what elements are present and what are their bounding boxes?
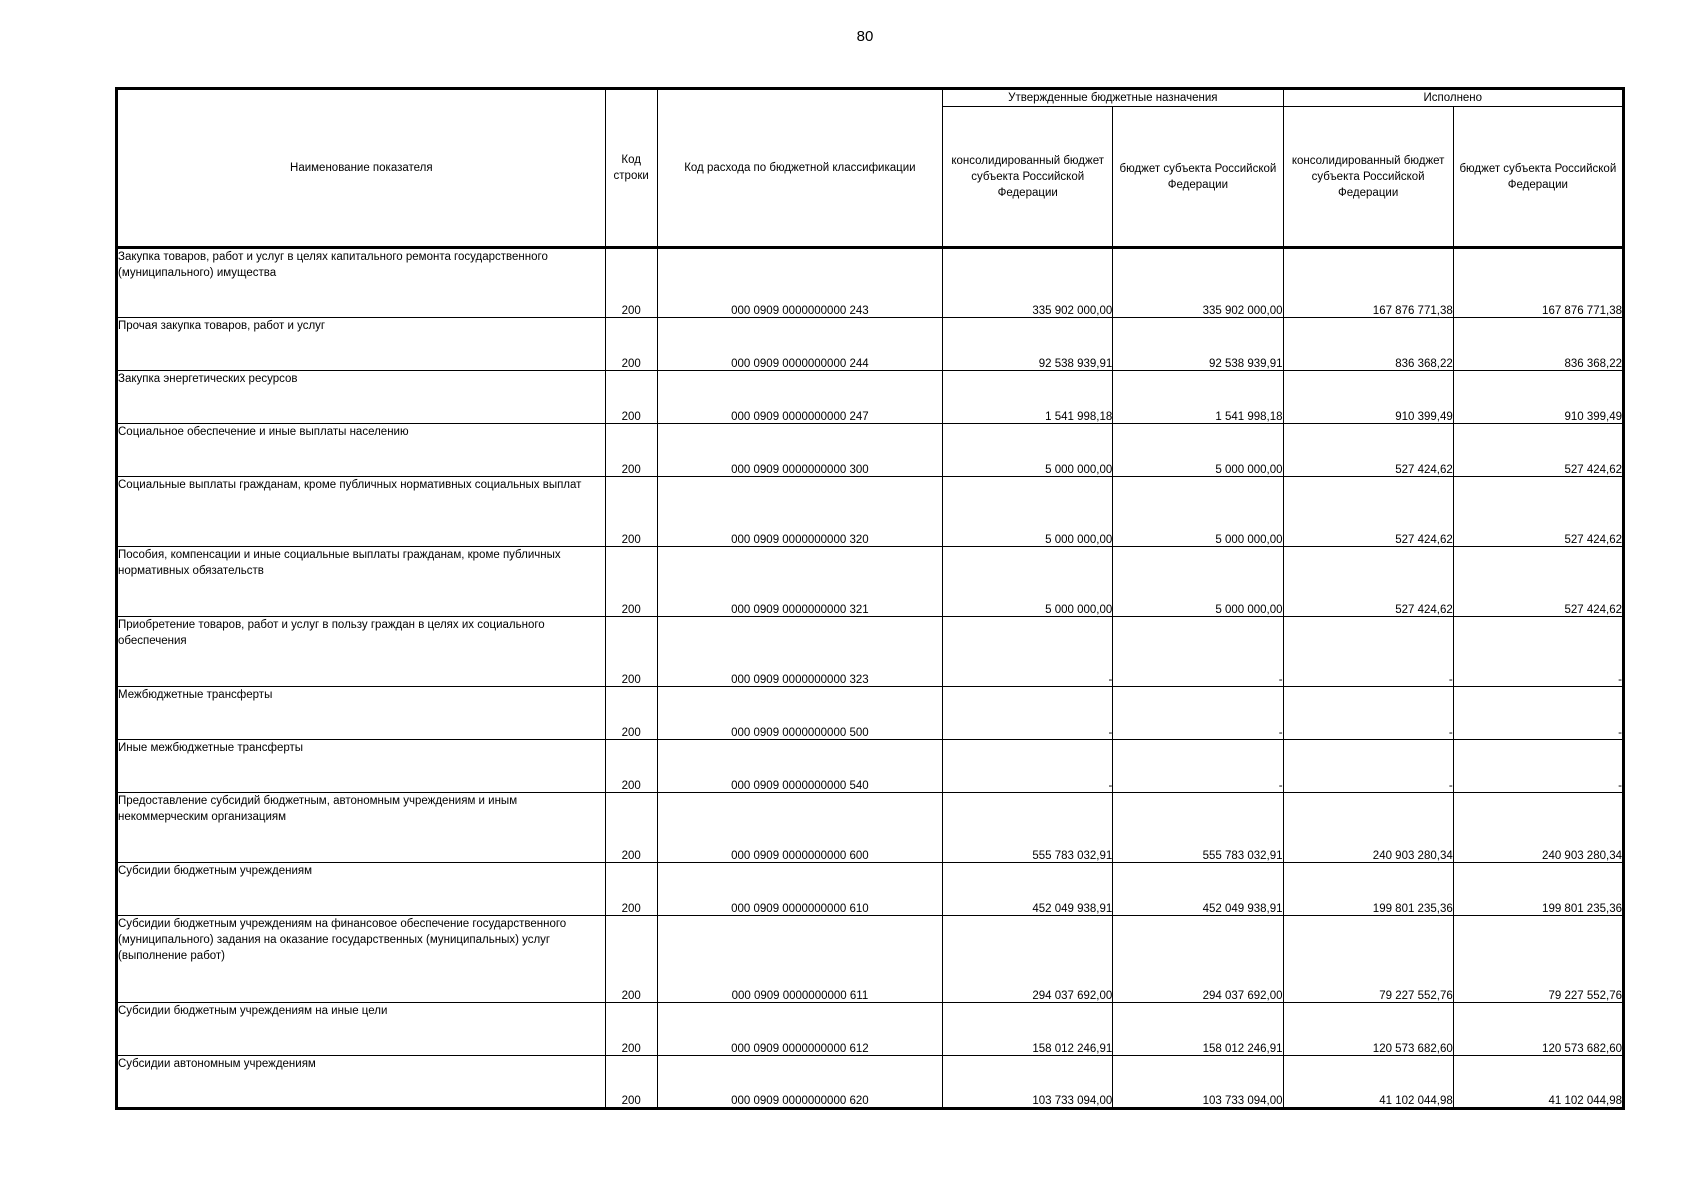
row-name: Закупка товаров, работ и услуг в целях капитального ремонта государственного (муниципального) имущества — [117, 248, 606, 318]
row-name: Пособия, компенсации и иные социальные выплаты гражданам, кроме публичных нормативных обязательств — [117, 547, 606, 617]
row-name: Субсидии бюджетным учреждениям — [117, 863, 606, 916]
row-executed-consolidated: 527 424,62 — [1283, 477, 1453, 547]
row-approved-consolidated: 103 733 094,00 — [943, 1056, 1113, 1109]
header-line-code: Код строки — [605, 89, 657, 248]
row-approved-subject: - — [1113, 740, 1283, 793]
row-class-code: 000 0909 0000000000 323 — [657, 617, 942, 687]
table-row — [117, 617, 1624, 687]
table-row — [117, 248, 1624, 318]
row-class-code: 000 0909 0000000000 243 — [657, 248, 942, 318]
row-name: Иные межбюджетные трансферты — [117, 740, 606, 793]
row-name: Социальные выплаты гражданам, кроме публичных нормативных социальных выплат — [117, 477, 606, 547]
header-name: Наименование показателя — [117, 89, 606, 248]
row-executed-consolidated: 199 801 235,36 — [1283, 863, 1453, 916]
row-approved-subject: 555 783 032,91 — [1113, 793, 1283, 863]
page-number: 80 — [856, 28, 874, 45]
row-approved-subject: 1 541 998,18 — [1113, 371, 1283, 424]
row-approved-consolidated: 5 000 000,00 — [943, 424, 1113, 477]
row-executed-subject: 836 368,22 — [1453, 318, 1623, 371]
header-executed-consolidated: консолидированный бюджет субъекта Российской Федерации — [1283, 107, 1453, 248]
row-executed-subject: 527 424,62 — [1453, 424, 1623, 477]
row-line-code: 200 — [605, 863, 657, 916]
header-approved-subject: бюджет субъекта Российской Федерации — [1113, 107, 1283, 248]
row-approved-subject: 452 049 938,91 — [1113, 863, 1283, 916]
table-row — [117, 916, 1624, 1003]
row-executed-subject: 527 424,62 — [1453, 547, 1623, 617]
row-executed-consolidated: 167 876 771,38 — [1283, 248, 1453, 318]
row-line-code: 200 — [605, 617, 657, 687]
row-executed-consolidated: - — [1283, 687, 1453, 740]
row-executed-subject: 910 399,49 — [1453, 371, 1623, 424]
row-approved-subject: 5 000 000,00 — [1113, 547, 1283, 617]
row-class-code: 000 0909 0000000000 611 — [657, 916, 942, 1003]
header-approved-consolidated: консолидированный бюджет субъекта Российской Федерации — [943, 107, 1113, 248]
row-executed-consolidated: 527 424,62 — [1283, 424, 1453, 477]
row-class-code: 000 0909 0000000000 600 — [657, 793, 942, 863]
row-executed-consolidated: 120 573 682,60 — [1283, 1003, 1453, 1056]
row-executed-consolidated: 240 903 280,34 — [1283, 793, 1453, 863]
row-approved-consolidated: 452 049 938,91 — [943, 863, 1113, 916]
row-class-code: 000 0909 0000000000 321 — [657, 547, 942, 617]
row-approved-subject: - — [1113, 687, 1283, 740]
row-line-code: 200 — [605, 318, 657, 371]
budget-execution-table — [115, 87, 1625, 1110]
row-approved-consolidated: 555 783 032,91 — [943, 793, 1113, 863]
row-name: Закупка энергетических ресурсов — [117, 371, 606, 424]
row-approved-consolidated: - — [943, 687, 1113, 740]
row-executed-consolidated: 527 424,62 — [1283, 547, 1453, 617]
row-class-code: 000 0909 0000000000 244 — [657, 318, 942, 371]
row-line-code: 200 — [605, 740, 657, 793]
row-class-code: 000 0909 0000000000 620 — [657, 1056, 942, 1109]
row-name: Прочая закупка товаров, работ и услуг — [117, 318, 606, 371]
table-row — [117, 424, 1624, 477]
row-approved-subject: 294 037 692,00 — [1113, 916, 1283, 1003]
row-approved-subject: 92 538 939,91 — [1113, 318, 1283, 371]
row-name: Субсидии бюджетным учреждениям на финансовое обеспечение государственного (муниципального) задания на оказание государственных (муниципальных) услуг (выполнение работ) — [117, 916, 606, 1003]
row-executed-subject: 240 903 280,34 — [1453, 793, 1623, 863]
row-approved-consolidated: 1 541 998,18 — [943, 371, 1113, 424]
row-executed-subject: 79 227 552,76 — [1453, 916, 1623, 1003]
row-approved-subject: - — [1113, 617, 1283, 687]
row-class-code: 000 0909 0000000000 540 — [657, 740, 942, 793]
row-executed-consolidated: - — [1283, 740, 1453, 793]
row-class-code: 000 0909 0000000000 247 — [657, 371, 942, 424]
header-approved-group: Утвержденные бюджетные назначения — [943, 89, 1283, 107]
row-executed-subject: 527 424,62 — [1453, 477, 1623, 547]
row-approved-subject: 103 733 094,00 — [1113, 1056, 1283, 1109]
row-executed-subject: - — [1453, 687, 1623, 740]
row-line-code: 200 — [605, 371, 657, 424]
table-row — [117, 477, 1624, 547]
table-row — [117, 863, 1624, 916]
row-approved-consolidated: - — [943, 740, 1113, 793]
row-class-code: 000 0909 0000000000 610 — [657, 863, 942, 916]
row-approved-consolidated: 335 902 000,00 — [943, 248, 1113, 318]
row-approved-subject: 5 000 000,00 — [1113, 424, 1283, 477]
table-row — [117, 318, 1624, 371]
row-class-code: 000 0909 0000000000 300 — [657, 424, 942, 477]
row-approved-subject: 5 000 000,00 — [1113, 477, 1283, 547]
table-body — [117, 248, 1624, 1109]
row-name: Предоставление субсидий бюджетным, автономным учреждениям и иным некоммерческим организациям — [117, 793, 606, 863]
header-executed-group: Исполнено — [1283, 89, 1623, 107]
row-class-code: 000 0909 0000000000 500 — [657, 687, 942, 740]
row-executed-subject: 199 801 235,36 — [1453, 863, 1623, 916]
row-approved-consolidated: 294 037 692,00 — [943, 916, 1113, 1003]
row-executed-consolidated: 41 102 044,98 — [1283, 1056, 1453, 1109]
row-name: Социальное обеспечение и иные выплаты населению — [117, 424, 606, 477]
row-line-code: 200 — [605, 424, 657, 477]
row-executed-consolidated: 79 227 552,76 — [1283, 916, 1453, 1003]
row-executed-subject: 120 573 682,60 — [1453, 1003, 1623, 1056]
row-line-code: 200 — [605, 1056, 657, 1109]
row-executed-consolidated: - — [1283, 617, 1453, 687]
row-approved-subject: 335 902 000,00 — [1113, 248, 1283, 318]
header-executed-subject: бюджет субъекта Российской Федерации — [1453, 107, 1623, 248]
table-row — [117, 1003, 1624, 1056]
row-line-code: 200 — [605, 547, 657, 617]
row-executed-subject: 41 102 044,98 — [1453, 1056, 1623, 1109]
row-executed-subject: 167 876 771,38 — [1453, 248, 1623, 318]
table-row — [117, 1056, 1624, 1109]
table-row — [117, 547, 1624, 617]
row-approved-consolidated: - — [943, 617, 1113, 687]
table-header — [117, 89, 1624, 248]
table-row — [117, 740, 1624, 793]
row-approved-consolidated: 158 012 246,91 — [943, 1003, 1113, 1056]
header-class-code: Код расхода по бюджетной классификации — [657, 89, 942, 248]
row-executed-subject: - — [1453, 617, 1623, 687]
row-line-code: 200 — [605, 1003, 657, 1056]
row-name: Субсидии бюджетным учреждениям на иные цели — [117, 1003, 606, 1056]
row-class-code: 000 0909 0000000000 320 — [657, 477, 942, 547]
table-row — [117, 687, 1624, 740]
row-approved-consolidated: 5 000 000,00 — [943, 547, 1113, 617]
row-name: Субсидии автономным учреждениям — [117, 1056, 606, 1109]
row-approved-consolidated: 5 000 000,00 — [943, 477, 1113, 547]
row-line-code: 200 — [605, 477, 657, 547]
row-line-code: 200 — [605, 793, 657, 863]
row-executed-subject: - — [1453, 740, 1623, 793]
row-name: Приобретение товаров, работ и услуг в пользу граждан в целях их социального обеспечения — [117, 617, 606, 687]
row-name: Межбюджетные трансферты — [117, 687, 606, 740]
row-line-code: 200 — [605, 916, 657, 1003]
row-approved-subject: 158 012 246,91 — [1113, 1003, 1283, 1056]
table-row — [117, 793, 1624, 863]
row-class-code: 000 0909 0000000000 612 — [657, 1003, 942, 1056]
row-line-code: 200 — [605, 248, 657, 318]
row-executed-consolidated: 910 399,49 — [1283, 371, 1453, 424]
row-approved-consolidated: 92 538 939,91 — [943, 318, 1113, 371]
table-row — [117, 371, 1624, 424]
row-line-code: 200 — [605, 687, 657, 740]
row-executed-consolidated: 836 368,22 — [1283, 318, 1453, 371]
